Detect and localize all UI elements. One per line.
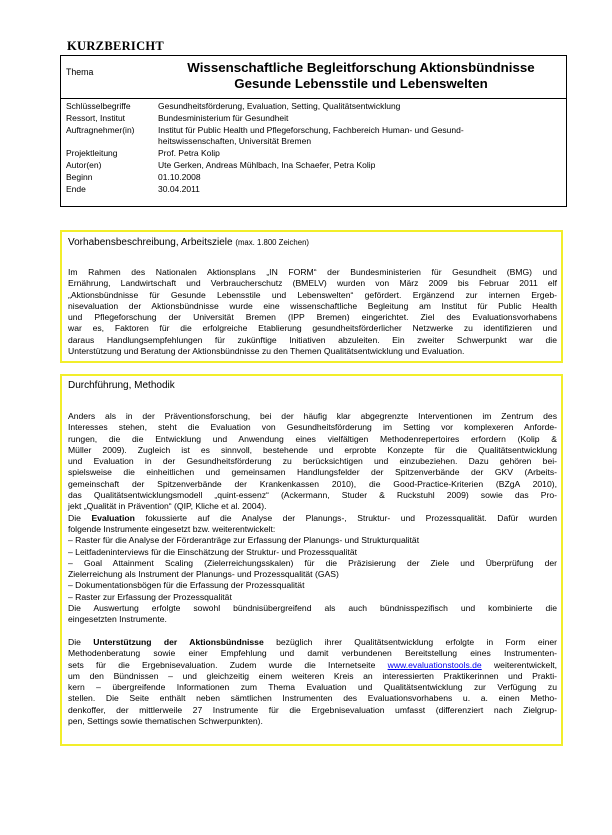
project-title	[161, 60, 561, 92]
section-title-text: Vorhabensbeschreibung, Arbeitsziele	[68, 237, 233, 248]
meta-value: 30.04.2011	[158, 183, 200, 194]
text-line: Methodenberatung sowie einer Empfehlung und damit verbundenen Bereitstellung eines Instrumenten-	[68, 648, 557, 659]
text-span: Die	[68, 512, 81, 523]
text-line: pen, Settings sowie thematischen Schwerpunkten).	[68, 716, 263, 727]
meta-row-end	[66, 184, 561, 196]
section-objectives	[60, 230, 563, 363]
text-line: „Aktionsbündnisse für Gesunde Lebensstile und Lebenswelten“ gefördert. Ergänzend zur internen Ergeb-	[68, 289, 557, 300]
meta-label: Auftragnehmer(in)	[66, 124, 135, 135]
meta-value: Gesundheitsförderung, Evaluation, Setting, Qualitätsentwicklung	[158, 101, 401, 111]
meta-label: Projektleitung	[66, 148, 118, 159]
text-line: Im Rahmen des Nationalen Aktionsplans „IN FORM“ der Bundesministerien für Gesundheit (BMG) und	[68, 267, 557, 277]
project-title-line: Gesunde Lebensstile und Lebenswelten	[234, 76, 488, 91]
text-span: weiterentwickelt,	[493, 659, 558, 670]
meta-label: Beginn	[66, 171, 93, 182]
text-line: stellen. Die Seite enthält neben sämtlichen Instrumenten des Evaluationsvorhabens u. a. einen Metho-	[68, 693, 557, 704]
text-line: Interesses stehen, steht die Evaluation von Gesundheitsförderung im Setting vor komplexeren Anforde-	[68, 422, 557, 433]
list-item-continued: Zielerreichung als Instrument der Planungs- und Prozessqualität (GAS)	[68, 569, 339, 580]
text-line: das Qualitätsentwicklungsmodell „quint-essenz“ (Ackermann, Studer & Ruckstuhl 2009) sowie das Pro-	[68, 490, 557, 501]
text-line: um den Bündnissen – und gleichzeitig einem weiteren Kreis an interessierten Praktikerinnen und Prakti-	[68, 670, 557, 681]
text-span: sets für die Ergebnisevaluation. Zudem wurde die Internetseite	[68, 659, 376, 670]
text-line: nisevaluation der Aktionsbündnisse wurde eine wissenschaftliche Begleitung am Institut für Public Health	[68, 300, 557, 311]
list-item: – Raster für die Analyse der Förderanträge zur Erfassung der Planungs- und Strukturqualität	[68, 535, 420, 546]
support-bold: Unterstützung der Aktionsbündnisse	[93, 636, 264, 647]
text-line: spielsweise die einheitlichen und gemeinsamen Handlungsfelder der Spitzenverbände der GKV (Arbeits-	[68, 467, 557, 478]
section-title	[68, 237, 309, 248]
text-span: fokussierte auf die Analyse der Planungs-, Struktur- und Prozessqualität. Dafür wurden	[145, 512, 558, 523]
text-line: und Evaluation in der Gesundheitsförderung zu berücksichtigen und einzubeziehen. Dazu gehören bei-	[68, 456, 557, 467]
section-methodology	[60, 374, 563, 746]
meta-value: heitswissenschaften, Universität Bremen	[158, 136, 312, 147]
text-line: folgende Instrumente eingesetzt bzw. weiterentwickelt:	[68, 523, 276, 534]
text-line: kern – übergreifende Informationen zum Thema Evaluation und Qualitätsentwicklung zur Verfügung zu	[68, 682, 557, 693]
text-line: Ernährung, Landwirtschaft und Verbraucherschutz (BMELV) wurden von März 2009 bis Februar 2011 elf	[68, 278, 557, 289]
list-item: – Dokumentationsbögen für die Erfassung der Prozessqualität	[68, 580, 305, 591]
meta-value: Ute Gerken, Andreas Mühlbach, Ina Schaefer, Petra Kolip	[158, 159, 376, 170]
text-line	[68, 660, 557, 671]
section-body	[68, 267, 557, 357]
text-span: bezüglich ihrer Qualitätsentwicklung erfolgte in Form einer	[276, 636, 558, 647]
text-line: Müller 2009). Zugleich ist es sinnvoll, bestehende und erprobte Konzepte für die Qualitätsentwicklung	[68, 444, 557, 455]
text-line: jekt „Qualität in Prävention“ (QIP, Kliche et al. 2004).	[68, 501, 267, 512]
text-line: Anders als in der Präventionsforschung, bei der häufig klar abgegrenzte Interventionen im Zentrum des	[68, 411, 557, 421]
character-limit-note: (max. 1.800 Zeichen)	[235, 238, 310, 247]
text-span: Die	[68, 636, 81, 647]
meta-label: Ende	[66, 183, 86, 194]
text-line: war es, Faktoren für die erfolgreiche Etablierung gesundheitsförderlicher Netzwerke zu identifizieren und	[68, 323, 557, 334]
list-item: – Goal Attainment Scaling (Zielerreichungsskalen) für die Präzisierung der Ziele und Überprüfung der	[68, 557, 557, 568]
meta-row-ministry	[66, 113, 561, 125]
text-line: denkoffer, der mittlerweile 27 Instrumente für die Ergebnisevaluation umfasst (differenziert nach Zielgrup-	[68, 704, 557, 715]
project-info-table	[60, 55, 567, 207]
list-item: – Leitfadeninterviews für die Einschätzung der Struktur- und Prozessqualität	[68, 546, 358, 557]
meta-value: Institut für Public Health und Pflegeforschung, Fachbereich Human- und Gesund-	[158, 124, 464, 135]
evaluation-bold: Evaluation	[91, 512, 135, 523]
meta-value: 01.10.2008	[158, 171, 201, 182]
meta-row-start	[66, 172, 561, 184]
evaluationstools-link[interactable]: www.evaluationstools.de	[387, 659, 482, 670]
meta-row-keywords	[66, 101, 561, 113]
project-title-line: Wissenschaftliche Begleitforschung Aktionsbündnisse	[187, 60, 535, 75]
report-heading: KURZBERICHT	[67, 39, 165, 53]
text-line: Die Auswertung erfolgte sowohl bündnisübergreifend als auch bündnisspezifisch und kombinierte die	[68, 603, 557, 614]
text-line: und Pflegeforschung der Universität Bremen (IPP Bremen) eingerichtet. Ziel des Evaluationsvorhabens	[68, 312, 557, 323]
meta-label: Ressort, Institut	[66, 112, 126, 123]
section-title: Durchführung, Methodik	[68, 380, 175, 391]
text-line: gemeinschaft der Spitzenverbände der Krankenkassen 2010), die Good-Practice-Kriterien (BZgA 2010),	[68, 478, 557, 489]
meta-label: Schlüsselbegriffe	[66, 101, 131, 111]
meta-value: Bundesministerium für Gesundheit	[158, 112, 289, 123]
meta-row-contractor	[66, 125, 561, 149]
text-line	[68, 637, 557, 648]
section-body	[68, 411, 557, 727]
theme-row	[61, 56, 566, 99]
list-item: – Raster zur Erfassung der Prozessqualität	[68, 591, 232, 602]
meta-label: Autor(en)	[66, 159, 102, 170]
meta-list	[66, 101, 561, 195]
text-line: rungen, die die Entwicklung und Anwendung eines vielfältigen Methodenrepertoires erfordern (Kolip &	[68, 433, 557, 444]
theme-label: Thema	[66, 67, 94, 77]
text-line: Unterstützung und Beratung der Aktionsbündnisse zu den Themen Qualitätsentwicklung und Evaluation.	[68, 346, 465, 357]
text-line: daraus Handlungsempfehlungen für zukünftige Initiativen abzuleiten. Ein zweiter Schwerpunkt war die	[68, 334, 557, 345]
text-line: eingesetzten Instrumente.	[68, 614, 167, 625]
meta-row-lead	[66, 148, 561, 160]
meta-value: Prof. Petra Kolip	[158, 148, 220, 159]
text-line	[68, 513, 557, 524]
meta-row-authors	[66, 160, 561, 172]
